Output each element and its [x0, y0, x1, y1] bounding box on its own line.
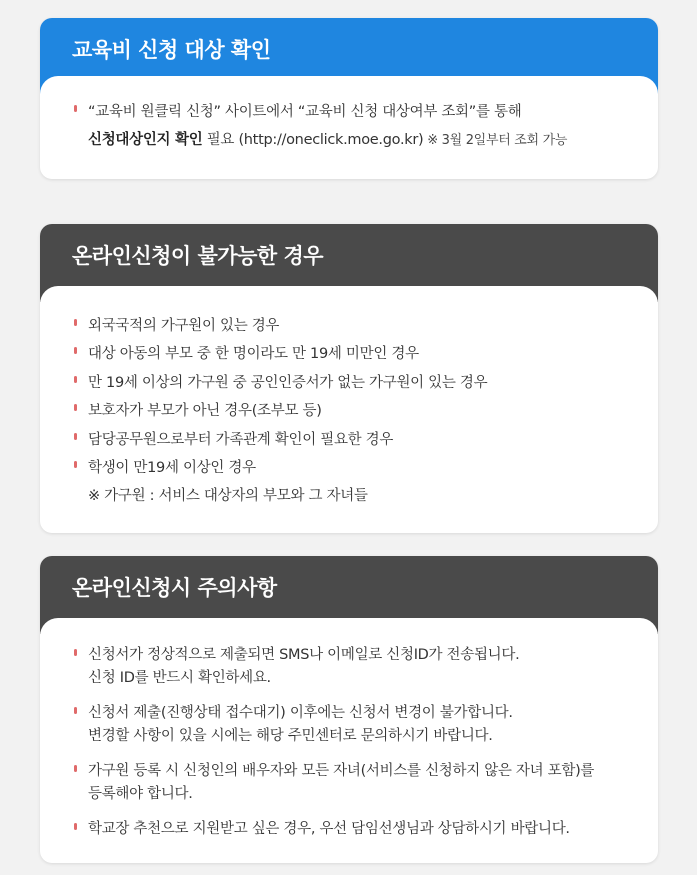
online-precautions-list	[74, 644, 624, 841]
bullet-icon	[74, 319, 77, 326]
online-not-available-card	[40, 224, 658, 533]
list-item-text: 만 19세 이상의 가구원 중 공인인증서가 없는 가구원이 있는 경우	[88, 374, 488, 391]
eligibility-line-1: “교육비 원클릭 신청” 사이트에서 “교육비 신청 대상여부 조회”를 통해	[88, 104, 522, 120]
bullet-icon	[74, 433, 77, 440]
eligibility-url-text: 필요 (http://oneclick.moe.go.kr)	[202, 132, 424, 148]
bullet-icon	[74, 823, 77, 830]
eligibility-check-list	[74, 98, 624, 155]
list-item	[74, 369, 624, 397]
online-precautions-title: 온라인신청시 주의사항	[72, 576, 277, 600]
bullet-icon	[74, 404, 77, 411]
online-precautions-card	[40, 556, 658, 863]
eligibility-check-card	[40, 18, 658, 179]
list-item-text: 대상 아동의 부모 중 한 명이라도 만 19세 미만인 경우	[88, 346, 419, 363]
list-item	[74, 760, 624, 806]
bullet-icon	[74, 376, 77, 383]
list-item-text: 신청서 제출(진행상태 접수대기) 이후에는 신청서 변경이 불가합니다.	[88, 705, 513, 721]
list-item-text: 학교장 추천으로 지원받고 싶은 경우, 우선 담임선생님과 상담하시기 바랍니다.	[88, 821, 570, 837]
list-item	[74, 397, 624, 425]
bullet-icon	[74, 105, 77, 112]
eligibility-strong-text: 신청대상인지 확인	[88, 132, 203, 148]
list-item-text: 가구원 등록 시 신청인의 배우자와 모든 자녀(서비스를 신청하지 않은 자녀 포함)를	[88, 763, 595, 779]
bullet-icon	[74, 765, 77, 772]
list-item	[74, 644, 624, 690]
list-item-text: 신청 ID를 반드시 확인하세요.	[88, 670, 271, 686]
list-item-text: 등록해야 합니다.	[88, 786, 193, 802]
online-not-available-list	[74, 312, 624, 482]
list-item	[74, 426, 624, 454]
bullet-icon	[74, 649, 77, 656]
list-item-text: 학생이 만19세 이상인 경우	[88, 460, 256, 477]
list-item	[74, 702, 624, 748]
list-item-text: 담당공무원으로부터 가족관계 확인이 필요한 경우	[88, 431, 394, 448]
bullet-icon	[74, 461, 77, 468]
household-member-note: ※ 가구원 : 서비스 대상자의 부모와 그 자녀들	[88, 488, 368, 505]
list-item	[74, 454, 624, 482]
list-item	[74, 312, 624, 340]
list-item	[74, 340, 624, 368]
list-item-text: 외국국적의 가구원이 있는 경우	[88, 318, 280, 334]
list-item	[74, 818, 624, 841]
eligibility-check-title: 교육비 신청 대상 확인	[72, 38, 271, 62]
list-item-text: 신청서가 정상적으로 제출되면 SMS나 이메일로 신청ID가 전송됩니다.	[88, 647, 520, 663]
list-item-text: 변경할 사항이 있을 시에는 해당 주민센터로 문의하시기 바랍니다.	[88, 728, 493, 744]
bullet-icon	[74, 347, 77, 354]
eligibility-date-note: ※ 3월 2일부터 조회 가능	[423, 133, 568, 148]
online-not-available-body	[40, 286, 658, 533]
eligibility-check-body	[40, 76, 658, 179]
online-precautions-body	[40, 618, 658, 863]
online-not-available-title: 온라인신청이 불가능한 경우	[72, 244, 324, 268]
bullet-icon	[74, 707, 77, 714]
list-item-text: 보호자가 부모가 아닌 경우(조부모 등)	[88, 403, 322, 420]
list-item	[74, 98, 624, 155]
